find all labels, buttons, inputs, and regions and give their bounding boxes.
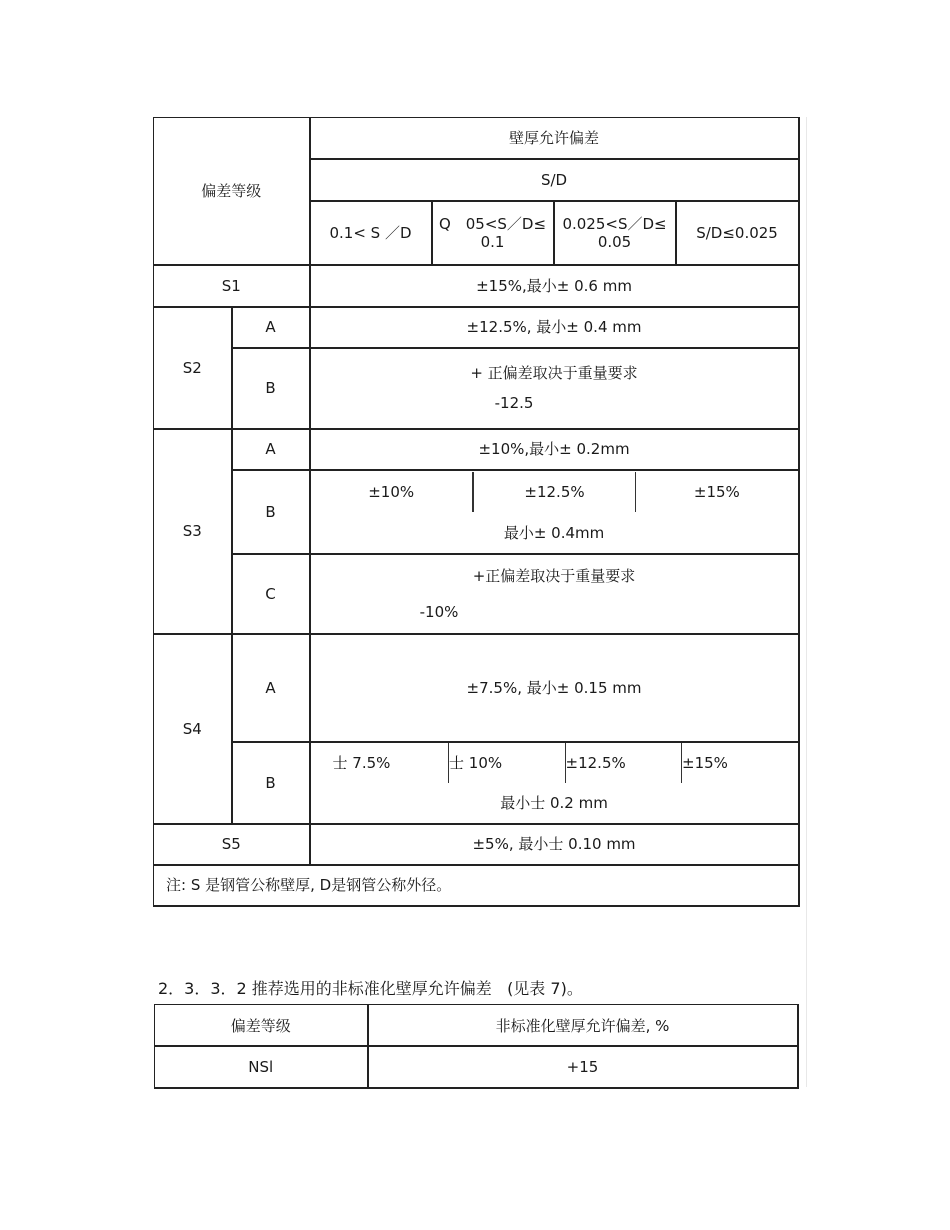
wall-thickness-deviation-table bbox=[153, 117, 800, 907]
s3-b-min: 最小± 0.4mm bbox=[503, 523, 605, 542]
sd-range-1: 0.1< S ／D bbox=[310, 201, 432, 265]
t2-row-value: +15 bbox=[368, 1046, 798, 1088]
non-standard-deviation-table bbox=[154, 1004, 799, 1089]
s3-b-v1: ±10% bbox=[311, 472, 474, 512]
s4-b-min: 最小士 0.2 mm bbox=[500, 793, 608, 812]
deviation-title-header: 壁厚允许偏差 bbox=[310, 118, 799, 159]
s4-b-v1: 士 7.5% bbox=[311, 743, 450, 783]
s4-b-v4: ±15% bbox=[682, 753, 728, 772]
s4-b-v3: ±12.5% bbox=[566, 743, 683, 783]
s3-c-value: +正偏差取决于重量要求 -10% bbox=[310, 554, 799, 634]
sd-range-4: S/D≤0.025 bbox=[676, 201, 799, 265]
s4-a-value: ±7.5%, 最小± 0.15 mm bbox=[310, 634, 799, 742]
t2-row-grade: NSl bbox=[155, 1046, 368, 1088]
s3-c-label: C bbox=[232, 554, 310, 634]
s2-b-value: + 正偏差取决于重量要求 -12.5 bbox=[310, 348, 799, 429]
s2-a-value: ±12.5%, 最小± 0.4 mm bbox=[310, 307, 799, 348]
sd-header: S/D bbox=[310, 159, 799, 201]
s1-value: ±15%,最小± 0.6 mm bbox=[310, 265, 799, 307]
grade-header: 偏差等级 bbox=[154, 118, 310, 265]
s3-a-value: ±10%,最小± 0.2mm bbox=[310, 429, 799, 470]
s3-b-v2: ±12.5% bbox=[474, 472, 636, 512]
s4-b-v2: 士 10% bbox=[449, 743, 566, 783]
s3-b-v3: ±15% bbox=[693, 482, 740, 501]
t2-header-deviation: 非标准化壁厚允许偏差, % bbox=[368, 1005, 798, 1047]
sd-range-3: 0.025<S／D≤ 0.05 bbox=[554, 201, 676, 265]
s3-a-label: A bbox=[232, 429, 310, 470]
page-edge-line bbox=[806, 117, 807, 1087]
s2-a-label: A bbox=[232, 307, 310, 348]
t2-header-grade: 偏差等级 bbox=[155, 1005, 368, 1047]
s3-b-value bbox=[310, 470, 799, 554]
s4-a-label: A bbox=[232, 634, 310, 742]
grade-s4: S4 bbox=[154, 634, 232, 824]
table-note: 注: S 是钢管公称壁厚, D是钢管公称外径。 bbox=[154, 865, 799, 906]
s3-b-label: B bbox=[232, 470, 310, 554]
s2-b-label: B bbox=[232, 348, 310, 429]
section-title: 2．3．3．2 推荐选用的非标准化壁厚允许偏差 (见表 7)。 bbox=[158, 979, 583, 998]
s5-value: ±5%, 最小士 0.10 mm bbox=[310, 824, 799, 865]
grade-s2: S2 bbox=[154, 307, 232, 429]
grade-s5: S5 bbox=[154, 824, 310, 865]
grade-s3: S3 bbox=[154, 429, 232, 634]
grade-s1: S1 bbox=[154, 265, 310, 307]
sd-range-2: Q 05<S／D≤ 0.1 bbox=[432, 201, 554, 265]
s4-b-value bbox=[310, 742, 799, 824]
s4-b-label: B bbox=[232, 742, 310, 824]
